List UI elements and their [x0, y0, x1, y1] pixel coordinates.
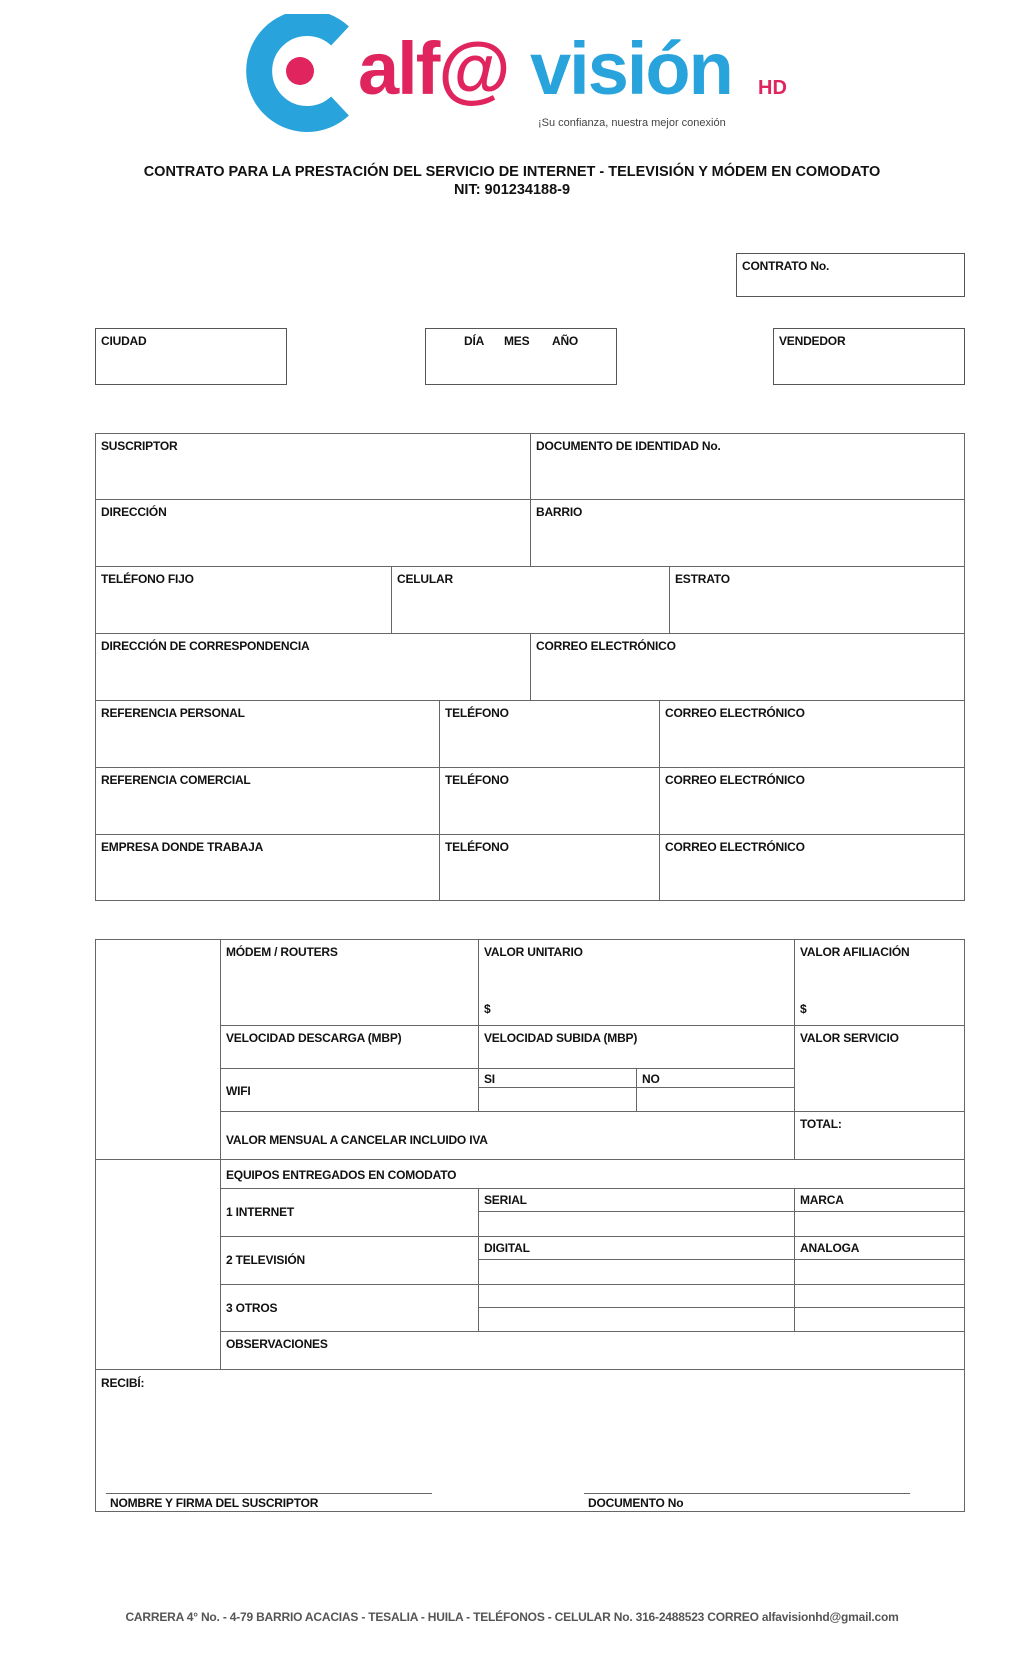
- ref-personal-field[interactable]: [95, 700, 440, 768]
- dia-label: DÍA: [464, 334, 485, 348]
- empresa-field[interactable]: [95, 834, 440, 901]
- documento-field[interactable]: [530, 433, 965, 500]
- recibi-label: RECIBÍ:: [101, 1376, 145, 1390]
- documento-no-label: DOCUMENTO No: [588, 1496, 684, 1510]
- marca-label: MARCA: [800, 1193, 844, 1207]
- telefono-fijo-label: TELÉFONO FIJO: [101, 572, 194, 586]
- equipos-label: EQUIPOS ENTREGADOS EN COMODATO: [226, 1168, 457, 1182]
- si-label: SI: [484, 1072, 495, 1086]
- contrato-label: CONTRATO No.: [742, 259, 830, 273]
- telefono-label: TELÉFONO: [445, 706, 509, 720]
- digital-field[interactable]: [478, 1259, 795, 1285]
- ciudad-field[interactable]: [95, 328, 287, 385]
- telefono-label: TELÉFONO: [445, 840, 509, 854]
- television-label: 2 TELEVISIÓN: [226, 1253, 305, 1267]
- modem-label: MÓDEM / ROUTERS: [226, 945, 338, 959]
- estrato-label: ESTRATO: [675, 572, 730, 586]
- company-logo: [240, 14, 800, 138]
- empresa-label: EMPRESA DONDE TRABAJA: [101, 840, 264, 854]
- otros-field-2[interactable]: [794, 1284, 965, 1308]
- otros-field-3[interactable]: [478, 1307, 795, 1332]
- modem-field[interactable]: [220, 939, 479, 1026]
- correo-label: CORREO ELECTRÓNICO: [665, 773, 805, 787]
- analoga-label: ANALOGA: [800, 1241, 860, 1255]
- digital-label: DIGITAL: [484, 1241, 530, 1255]
- serial-field[interactable]: [478, 1211, 795, 1237]
- vel-subida-label: VELOCIDAD SUBIDA (MBP): [484, 1031, 638, 1045]
- otros-field-1[interactable]: [478, 1284, 795, 1308]
- correo-label: CORREO ELECTRÓNICO: [665, 706, 805, 720]
- estrato-field[interactable]: [669, 566, 965, 634]
- ciudad-label: CIUDAD: [101, 334, 147, 348]
- dir-correspondencia-field[interactable]: [95, 633, 531, 701]
- analoga-field[interactable]: [794, 1259, 965, 1285]
- wifi-no-checkbox[interactable]: [636, 1087, 795, 1112]
- marca-field[interactable]: [794, 1211, 965, 1237]
- signature-line[interactable]: [106, 1493, 432, 1494]
- mes-label: MES: [504, 334, 530, 348]
- recibi-section: [95, 1369, 965, 1512]
- analoga-header: [794, 1236, 965, 1260]
- internet-cell: [220, 1188, 479, 1237]
- telefono-label: TELÉFONO: [445, 773, 509, 787]
- otros-cell: [220, 1284, 479, 1332]
- telefono-fijo-field[interactable]: [95, 566, 392, 634]
- empresa-telefono-field[interactable]: [439, 834, 660, 901]
- wifi-no-header: [636, 1068, 795, 1088]
- barrio-field[interactable]: [530, 499, 965, 567]
- documento-label: DOCUMENTO DE IDENTIDAD No.: [536, 439, 721, 453]
- valor-mensual-field[interactable]: [220, 1111, 795, 1160]
- wifi-label: WIFI: [226, 1084, 251, 1098]
- svg-text:visión: visión: [530, 27, 732, 110]
- ref-comercial-field[interactable]: [95, 767, 440, 835]
- ref-personal-telefono-field[interactable]: [439, 700, 660, 768]
- currency-symbol: $: [800, 1002, 807, 1016]
- dir-correspondencia-label: DIRECCIÓN DE CORRESPONDENCIA: [101, 639, 310, 653]
- footer-contact: CARRERA 4° No. - 4-79 BARRIO ACACIAS - TESALIA - HUILA - TELÉFONOS - CELULAR No. 316-2488523 CORREO alfavisionhd@gmail.com: [125, 1610, 899, 1624]
- wifi-si-checkbox[interactable]: [478, 1087, 637, 1112]
- equipos-side-cell: [95, 1159, 221, 1370]
- television-cell: [220, 1236, 479, 1285]
- barrio-label: BARRIO: [536, 505, 583, 519]
- suscriptor-field[interactable]: [95, 433, 531, 500]
- equipos-header: [220, 1159, 965, 1189]
- suscriptor-label: SUSCRIPTOR: [101, 439, 178, 453]
- ref-comercial-telefono-field[interactable]: [439, 767, 660, 835]
- ref-personal-label: REFERENCIA PERSONAL: [101, 706, 245, 720]
- correo-field[interactable]: [530, 633, 965, 701]
- contrato-number-field[interactable]: [736, 253, 965, 297]
- vel-descarga-field[interactable]: [220, 1025, 479, 1069]
- serial-label: SERIAL: [484, 1193, 527, 1207]
- valor-afiliacion-field[interactable]: [794, 939, 965, 1026]
- svg-text:HD: HD: [758, 77, 787, 99]
- valor-afiliacion-label: VALOR AFILIACIÓN: [800, 945, 910, 959]
- valor-servicio-field[interactable]: [794, 1025, 965, 1112]
- svg-text:¡Su confianza, nuestra mejor c: ¡Su confianza, nuestra mejor conexión: [538, 117, 726, 129]
- contract-title: CONTRATO PARA LA PRESTACIÓN DEL SERVICIO DE INTERNET - TELEVISIÓN Y MÓDEM EN COMODATO: [143, 164, 881, 180]
- vel-subida-field[interactable]: [478, 1025, 795, 1069]
- ref-comercial-correo-field[interactable]: [659, 767, 965, 835]
- ref-comercial-label: REFERENCIA COMERCIAL: [101, 773, 251, 787]
- observaciones-field[interactable]: [220, 1331, 965, 1370]
- correo-label: CORREO ELECTRÓNICO: [536, 639, 676, 653]
- no-label: NO: [642, 1072, 660, 1086]
- wifi-si-header: [478, 1068, 637, 1088]
- nit: NIT: 901234188-9: [453, 182, 571, 198]
- service-side-cell: [95, 939, 221, 1160]
- valor-servicio-label: VALOR SERVICIO: [800, 1031, 899, 1045]
- empresa-correo-field[interactable]: [659, 834, 965, 901]
- otros-field-4[interactable]: [794, 1307, 965, 1332]
- wifi-cell: [220, 1068, 479, 1112]
- total-field[interactable]: [794, 1111, 965, 1160]
- total-label: TOTAL:: [800, 1117, 842, 1131]
- valor-unitario-label: VALOR UNITARIO: [484, 945, 583, 959]
- logo-mark-icon: [240, 14, 800, 138]
- currency-symbol: $: [484, 1002, 491, 1016]
- direccion-field[interactable]: [95, 499, 531, 567]
- valor-unitario-field[interactable]: [478, 939, 795, 1026]
- nombre-firma-label: NOMBRE Y FIRMA DEL SUSCRIPTOR: [110, 1496, 319, 1510]
- celular-field[interactable]: [391, 566, 670, 634]
- ref-personal-correo-field[interactable]: [659, 700, 965, 768]
- internet-label: 1 INTERNET: [226, 1205, 295, 1219]
- vel-descarga-label: VELOCIDAD DESCARGA (MBP): [226, 1031, 402, 1045]
- direccion-label: DIRECCIÓN: [101, 505, 167, 519]
- documento-line[interactable]: [584, 1493, 910, 1494]
- correo-label: CORREO ELECTRÓNICO: [665, 840, 805, 854]
- valor-mensual-label: VALOR MENSUAL A CANCELAR INCLUIDO IVA: [226, 1133, 488, 1147]
- date-field[interactable]: [425, 328, 617, 385]
- svg-text:alf@: alf@: [358, 27, 509, 110]
- marca-header: [794, 1188, 965, 1212]
- vendedor-field[interactable]: [773, 328, 965, 385]
- celular-label: CELULAR: [397, 572, 453, 586]
- digital-header: [478, 1236, 795, 1260]
- otros-label: 3 OTROS: [226, 1301, 278, 1315]
- anio-label: AÑO: [552, 334, 579, 348]
- vendedor-label: VENDEDOR: [779, 334, 846, 348]
- serial-header: [478, 1188, 795, 1212]
- observaciones-label: OBSERVACIONES: [226, 1337, 328, 1351]
